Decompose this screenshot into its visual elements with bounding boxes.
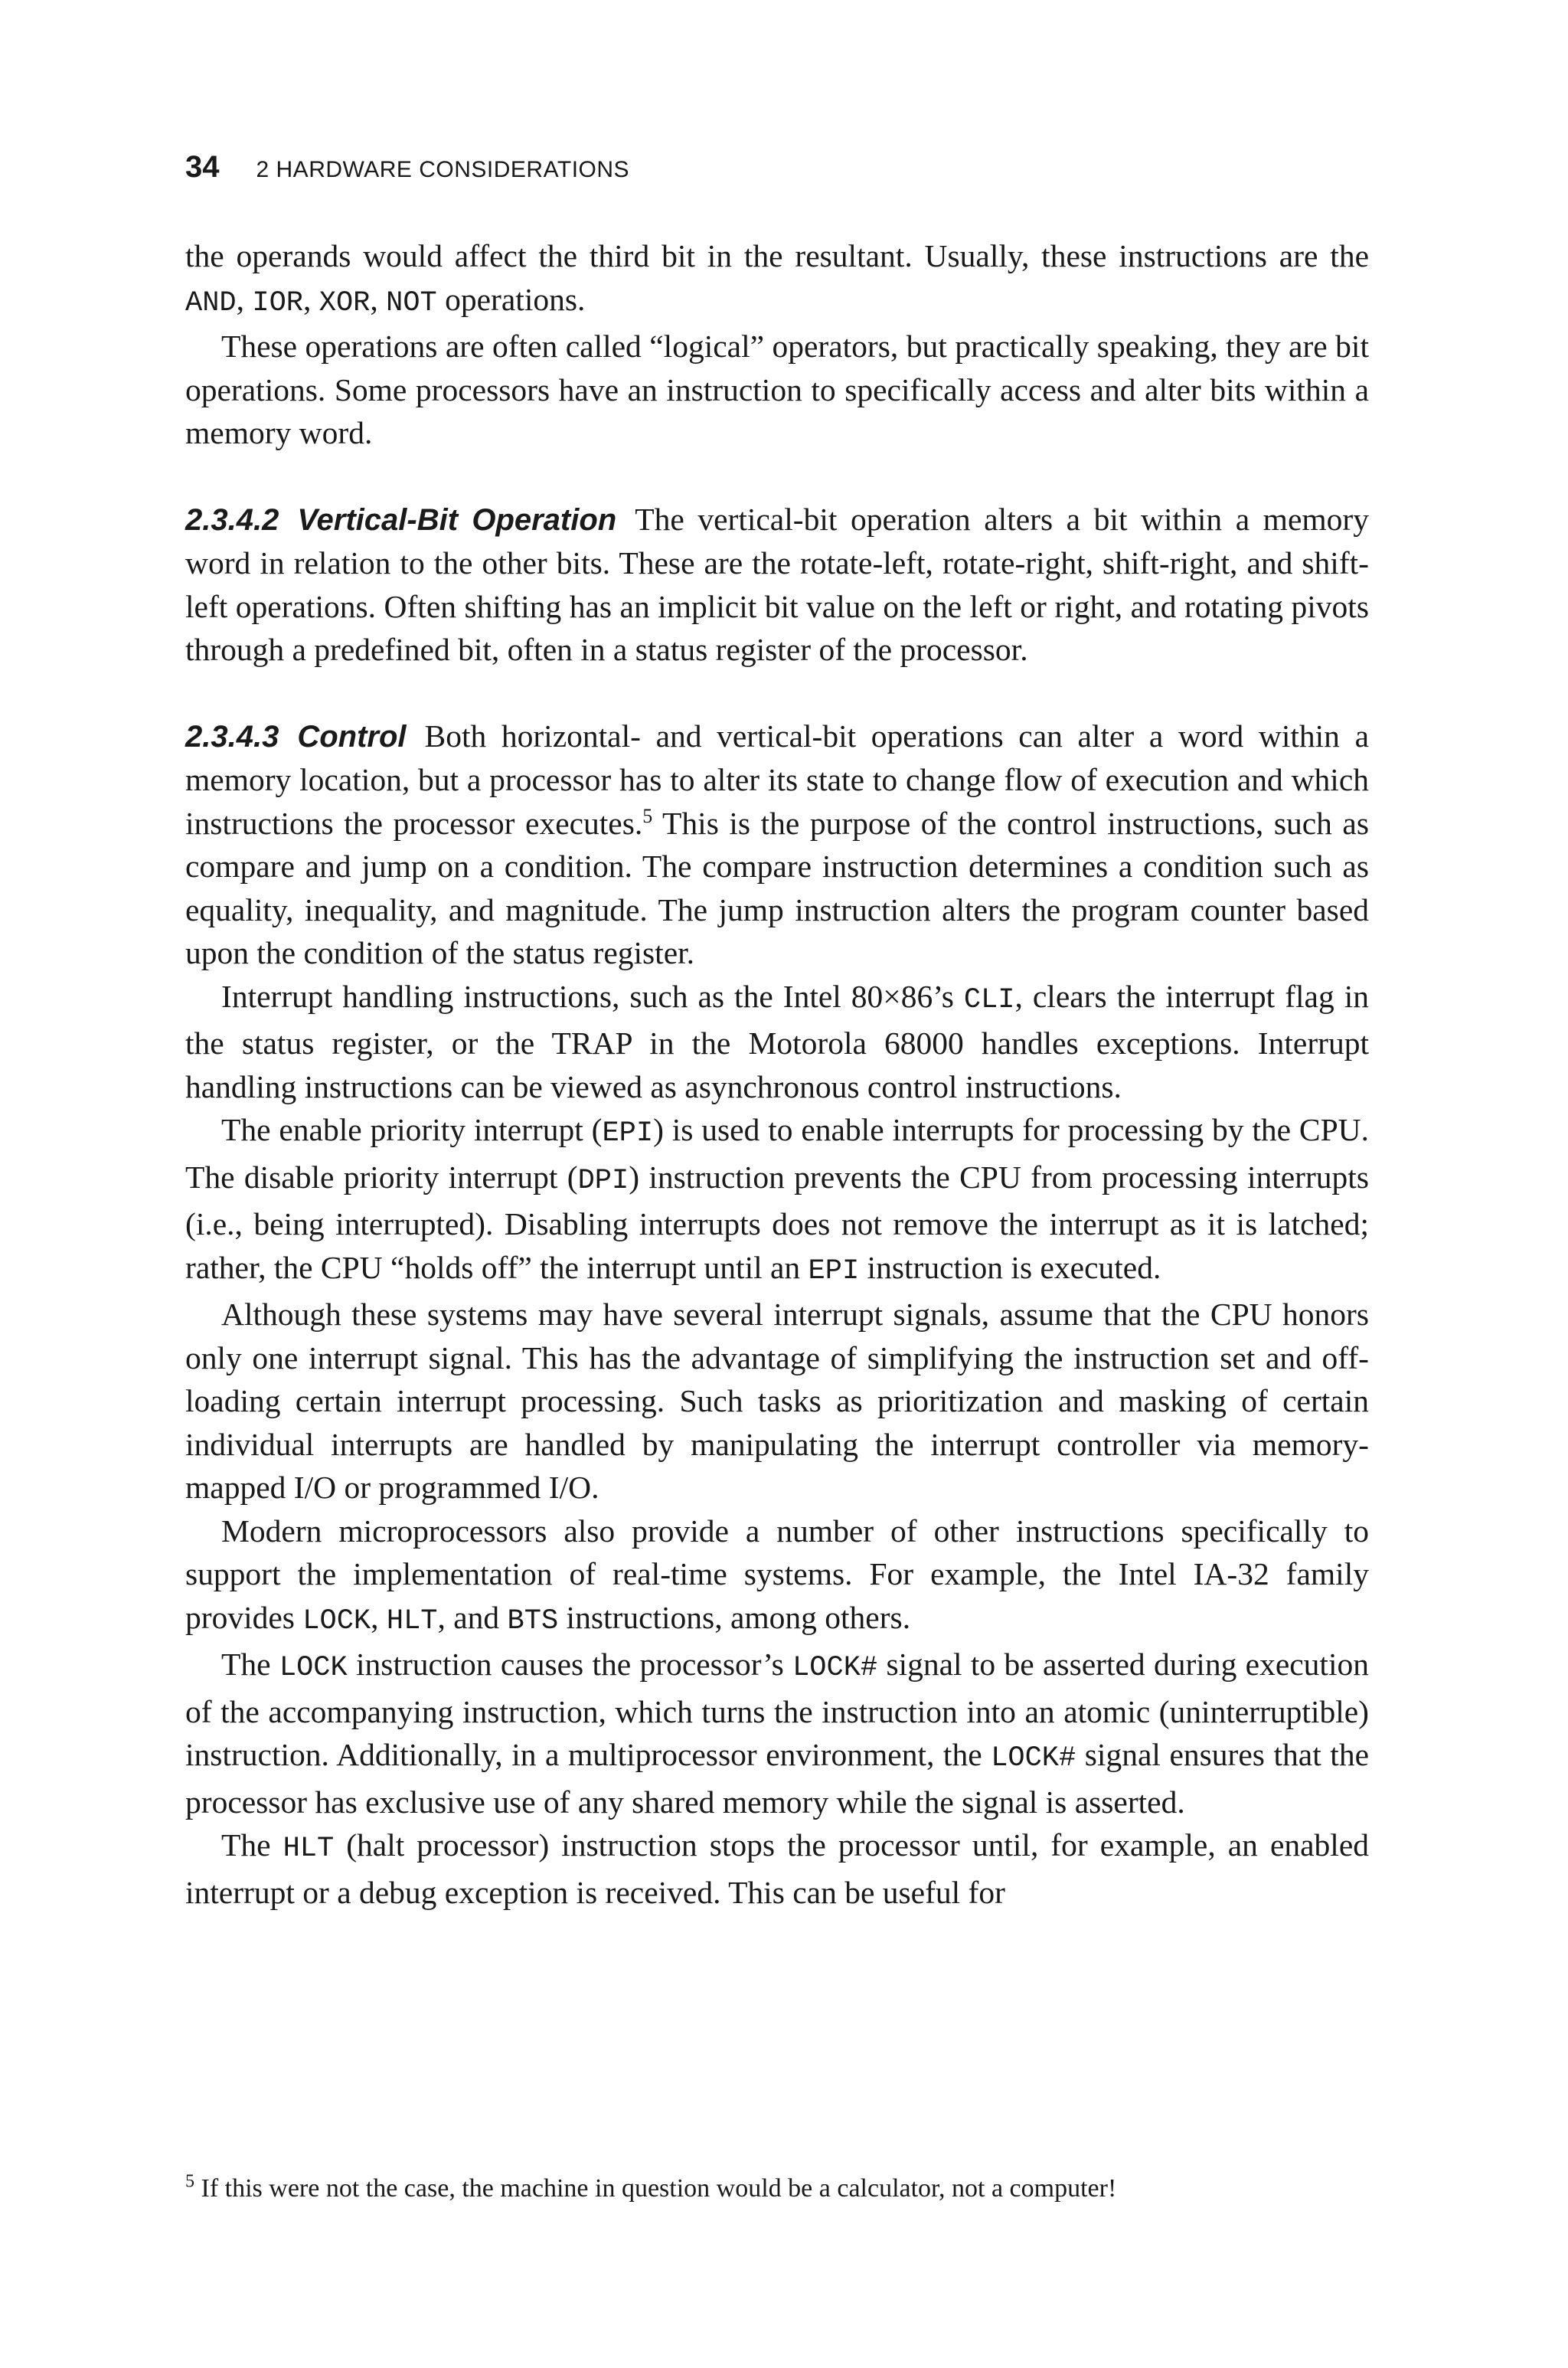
- code-bts: BTS: [507, 1604, 559, 1637]
- text-run: ,: [371, 1599, 387, 1635]
- code-lock: LOCK: [279, 1652, 348, 1684]
- running-head: [185, 150, 629, 196]
- paragraph-hlt: [185, 1823, 1369, 1914]
- paragraph-modern-microprocessors: [185, 1509, 1369, 1644]
- text-run: the operands would affect the third bit in the resultant. Usually, these instructions are the: [185, 238, 1369, 273]
- code-and: AND: [185, 286, 237, 319]
- paragraph-interrupt-handling: [185, 975, 1369, 1109]
- code-xor: XOR: [318, 286, 371, 319]
- code-epi: EPI: [602, 1117, 654, 1150]
- code-epi: EPI: [808, 1254, 860, 1287]
- text-run: ,: [303, 281, 319, 317]
- text-run: The enable priority interrupt (: [221, 1112, 603, 1147]
- text-run: Both horizontal- and vertical-bit operations can alter a word within a memory location, but a processor has to alter its state to change flow of execution and which instructions the processor executes.: [185, 718, 1369, 841]
- paragraph-operands: [185, 234, 1369, 325]
- text-run: ) instruction prevents the CPU from processing interrupts (i.e., being interrupted). Disabling interrupts does not remove the interrupt as it is latched; rather, the CPU “holds off” the interrupt until an: [185, 1159, 1369, 1285]
- code-lock-signal: LOCK#: [792, 1652, 878, 1684]
- section-heading: [185, 503, 616, 537]
- code-dpi: DPI: [577, 1164, 629, 1197]
- text-run: , and: [437, 1599, 508, 1635]
- text-run: signal to be asserted during execution of the accompanying instruction, which turns the instruction into an atomic (uninterruptible) instruction. Additionally, in a multiprocessor environment, the: [185, 1647, 1369, 1772]
- text-run: instruction is executed.: [859, 1249, 1161, 1285]
- text-run: The: [221, 1647, 279, 1682]
- text-run: (halt processor) instruction stops the processor until, for example, an enabled interrupt or a debug exception is received. This can be useful for: [185, 1827, 1369, 1910]
- section-heading: [185, 720, 407, 754]
- footnote: [185, 2172, 1369, 2206]
- paragraph-control: [185, 715, 1369, 975]
- code-lock-signal: LOCK#: [991, 1742, 1076, 1774]
- code-not: NOT: [386, 286, 437, 319]
- code-hlt: HLT: [283, 1833, 335, 1865]
- page-number: 34: [185, 150, 220, 184]
- paragraph-interrupt-signals: Although these systems may have several interrupt signals, assume that the CPU honors only one interrupt signal. This has the advantage of simplifying the instruction set and off-loading certain interrupt processing. Such tasks as prioritization and masking of certain individual interrupts are handled by manipulating the interrupt controller via memory-mapped I/O or programmed I/O.: [185, 1297, 1369, 1505]
- text-run: Interrupt handling instructions, such as the Intel 80×86’s: [221, 978, 964, 1014]
- text-run: The vertical-bit operation alters a bit within a memory word in relation to the other bits. These are the rotate-left, rotate-right, shift-right, and shift-left operations. Often shifting has an implicit bit value on the left or right, and rotating pivots through a predefined bit, often in a status register of the processor.: [185, 501, 1369, 667]
- text-run: operations.: [436, 281, 586, 317]
- section-vertical-bit: [185, 498, 1369, 672]
- paragraph-lock: [185, 1643, 1369, 1823]
- section-number: 2.3.4.2: [185, 502, 279, 537]
- text-run: ,: [236, 281, 253, 317]
- text-run: ) is used to enable interrupts for processing by the CPU. The disable priority interrupt (: [185, 1112, 1369, 1195]
- text-run: The: [221, 1827, 283, 1863]
- body-text: [185, 234, 1369, 1914]
- section-control: [185, 715, 1369, 1915]
- text-run: Modern microprocessors also provide a number of other instructions specifically to support the implementation of real-time systems. For example, the Intel IA-32 family provides: [185, 1513, 1369, 1635]
- code-ior: IOR: [252, 286, 303, 319]
- paragraph-logical-operators: These operations are often called “logical” operators, but practically speaking, they are bit operations. Some processors have an instruction to specifically access and alter bits within a memory word.: [185, 329, 1369, 450]
- footnote-mark: 5: [185, 2171, 194, 2192]
- code-hlt: HLT: [386, 1604, 438, 1637]
- text-run: instruction causes the processor’s: [347, 1647, 793, 1682]
- text-run: This is the purpose of the control instructions, such as compare and jump on a condition. The compare instruction determines a condition such as equality, inequality, and magnitude. The jump instruction alters the program counter based upon the condition of the status register.: [185, 805, 1370, 970]
- footnote-text: If this were not the case, the machine in question would be a calculator, not a computer!: [194, 2174, 1117, 2203]
- text-run: ,: [370, 281, 387, 317]
- chapter-title: 2 HARDWARE CONSIDERATIONS: [256, 157, 630, 182]
- paragraph-epi: [185, 1108, 1369, 1293]
- text-run: signal ensures that the processor has exclusive use of any shared memory while the signal is asserted.: [185, 1737, 1369, 1820]
- text-run: , clears the interrupt flag in the status register, or the TRAP in the Motorola 68000 handles exceptions. Interrupt handling instructions can be viewed as asynchronous control instructions.: [185, 978, 1369, 1104]
- text-run: instructions, among others.: [558, 1599, 911, 1635]
- section-number: 2.3.4.3: [185, 719, 279, 754]
- code-lock: LOCK: [302, 1604, 371, 1637]
- section-title: Control: [297, 719, 407, 754]
- paragraph-vertical-bit: [185, 498, 1369, 672]
- code-cli: CLI: [963, 983, 1015, 1016]
- footnote-reference: 5: [642, 804, 653, 827]
- section-title: Vertical-Bit Operation: [297, 502, 617, 537]
